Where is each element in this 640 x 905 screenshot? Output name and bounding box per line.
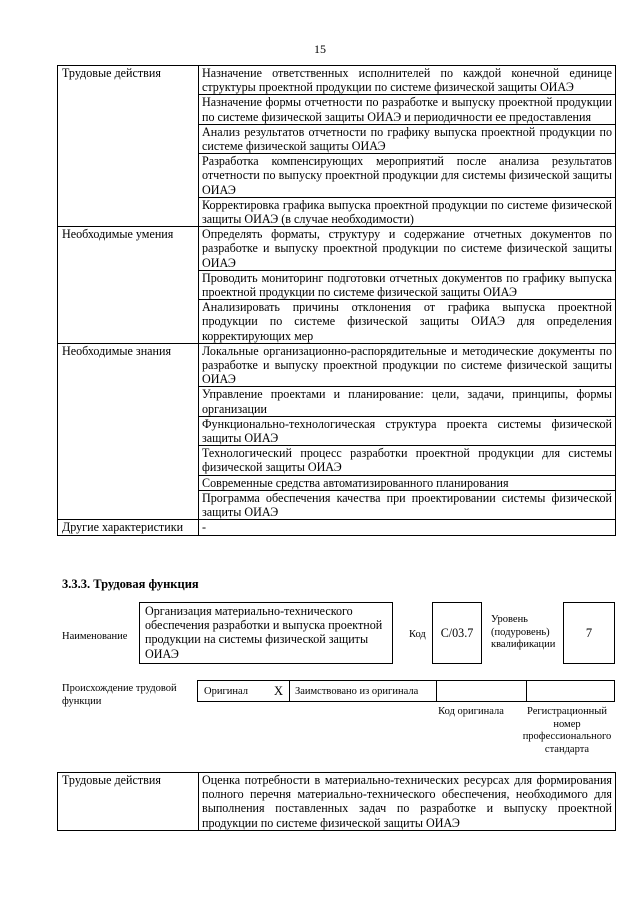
labor-function-table-2	[57, 772, 616, 831]
skill-item: Анализировать причины отклонения от графика выпуска проектной продукции по системе физической защиты ОИАЭ для определения корректирующих мер	[199, 300, 616, 344]
qualification-level-label: Уровень (подуровень) квалификации	[491, 614, 556, 650]
function-name-value: Организация материально-технического обеспечения разработки и выпуска проектной продукции на системы физической защиты ОИАЭ	[139, 602, 393, 664]
knowledge-item: Локальные организационно-распорядительные и методические документы по разработке и выпуску проектной продукции по системе физической защиты ОИАЭ	[199, 343, 616, 387]
category-labor-actions: Трудовые действия	[58, 66, 199, 227]
table-row	[58, 773, 616, 831]
skill-item: Определять форматы, структуру и содержание отчетных документов по разработке и выпуску проектной продукции по системе физической защиты ОИАЭ	[199, 227, 616, 271]
borrowed-label: Заимствовано из оригинала	[295, 685, 419, 697]
category-other-characteristics: Другие характеристики	[58, 520, 199, 535]
table-row	[58, 227, 616, 271]
page-number: 15	[314, 42, 326, 56]
labor-action-item: Назначение формы отчетности по разработке и выпуску проектной продукции по системе физической защиты ОИАЭ и периодичности ее предоставления	[199, 95, 616, 124]
knowledge-item: Функционально-технологическая структура проекта системы физической защиты ОИАЭ	[199, 416, 616, 445]
labor-action-item: Анализ результатов отчетности по графику выпуска проектной продукции по системе физической защиты ОИАЭ	[199, 124, 616, 153]
borrowed-cell	[289, 680, 437, 702]
origin-row	[197, 680, 615, 702]
table-row	[58, 66, 616, 95]
skill-item: Проводить мониторинг подготовки отчетных документов по графику выпуска проектной продукции по системе физической защиты ОИАЭ	[199, 270, 616, 299]
original-cell	[197, 680, 290, 702]
knowledge-item: Современные средства автоматизированного планирования	[199, 475, 616, 490]
category-required-knowledge: Необходимые знания	[58, 343, 199, 519]
origin-label: Происхождение трудовой функции	[62, 683, 177, 707]
reg-number-cell	[526, 680, 615, 702]
code-original-label: Код оригинала	[438, 706, 504, 717]
labor-action-item: Разработка компенсирующих мероприятий после анализа результатов отчетности по выпуску проектной продукции для системы физической защиты ОИАЭ	[199, 154, 616, 198]
labor-action-item: Корректировка графика выпуска проектной продукции по системе физической защиты ОИАЭ (в случае необходимости)	[199, 197, 616, 226]
name-label: Наименование	[62, 631, 128, 642]
qualification-level-value	[563, 602, 615, 664]
original-mark: X	[274, 683, 284, 698]
function-code-text: C/03.7	[440, 625, 474, 640]
category-labor-actions: Трудовые действия	[58, 773, 199, 831]
labor-action-item: Оценка потребности в материально-технических ресурсах для формирования полного перечня материально-технического обеспечения, необходимого для выполнения поставленных задач по разработке и выпуску проектной продукции по системе физической защиты ОИАЭ	[199, 773, 616, 831]
labor-action-item: Назначение ответственных исполнителей по каждой конечной единице структуры проектной продукции по системе физической защиты ОИАЭ	[199, 66, 616, 95]
qualification-level-text: 7	[585, 625, 593, 640]
category-required-skills: Необходимые умения	[58, 227, 199, 344]
code-label: Код	[409, 629, 426, 640]
knowledge-item: Технологический процесс разработки проектной продукции для системы физической защиты ОИАЭ	[199, 446, 616, 475]
labor-function-table	[57, 65, 616, 536]
knowledge-item: Программа обеспечения качества при проектировании системы физической защиты ОИАЭ	[199, 490, 616, 519]
section-title: 3.3.3. Трудовая функция	[62, 577, 199, 591]
function-code-value	[432, 602, 482, 664]
reg-number-label: Регистрационный номер профессионального стандарта	[522, 706, 612, 755]
original-label: Оригинал	[204, 685, 248, 697]
table-row	[58, 520, 616, 535]
other-characteristic-item: -	[199, 520, 616, 535]
code-original-cell	[436, 680, 527, 702]
knowledge-item: Управление проектами и планирование: цели, задачи, принципы, формы организации	[199, 387, 616, 416]
table-row	[58, 343, 616, 387]
